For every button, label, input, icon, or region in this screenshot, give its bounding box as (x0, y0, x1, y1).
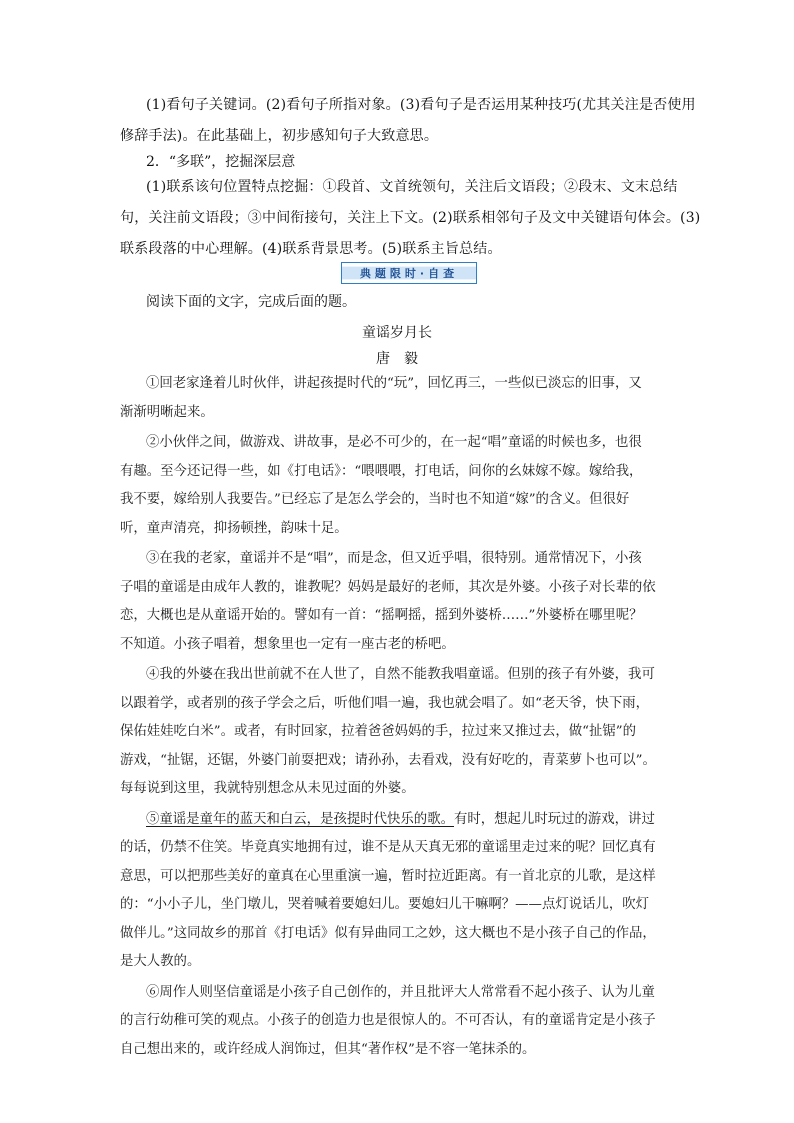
article-line: 的：“小小子儿，坐门墩儿，哭着喊着要媳妇儿。要媳妇儿干嘛啊？——点灯说话儿，吹灯 (120, 897, 650, 912)
section-banner-label: 典题限时·自查 (341, 262, 477, 284)
article-paragraph-3 (120, 545, 680, 659)
article-paragraph-1 (120, 370, 680, 427)
article-line: 自己想出来的，或许经成人润饰过，但其“著作权”是不容一笔抹杀的。 (120, 1041, 536, 1057)
article-line: 恋，大概也是从童谣开始的。譬如有一首：“摇啊摇，摇到外婆桥……”外婆桥在哪里呢？ (120, 608, 643, 623)
article-line: 不知道。小孩子唱着，想象里也一定有一座古老的桥吧。 (120, 636, 455, 652)
article-line: 游戏，“扯锯，还锯，外婆门前耍把戏；请孙孙，去看戏，没有好吃的，青菜萝卜也可以”。 (120, 752, 656, 768)
method-p1-line: 修辞手法)。在此基础上，初步感知句子大致意思。 (120, 128, 439, 144)
article-line: 听，童声清亮，抑扬顿挫，韵味十足。 (120, 520, 348, 536)
reading-instruction: 阅读下面的文字，完成后面的题。 (146, 294, 356, 310)
article-line: 做伴儿。”这同故乡的那首《打电话》似有异曲同工之妙，这大概也不是小孩子自己的作品， (120, 925, 656, 941)
article-line: ③在我的老家，童谣并不是“唱”，而是念，但又近乎唱，很特别。通常情况下，小孩 (146, 551, 642, 566)
article-paragraph-6 (120, 979, 680, 1065)
article-paragraph-4 (120, 661, 680, 804)
article-line: 我不要，嫁给别人我要告。”已经忘了是怎么学会的，当时也不知道“嫁”的含义。但很好 (120, 492, 630, 507)
article-line: ②小伙伴之间，做游戏、讲故事，是必不可少的，在一起“唱”童谣的时候也多，也很 (146, 435, 642, 450)
method-p2-line: 句，关注前文语段；③中间衔接句，关注上下文。(2)联系相邻句子及文中关键语句体会。(3) (120, 210, 701, 226)
article-line: 每每说到这里，我就特别想念从未见过面的外婆。 (120, 781, 415, 796)
method-p2-line: 联系段落的中心理解。(4)联系背景思考。(5)联系主旨总结。 (120, 241, 502, 257)
article-line: 的话，仍禁不住笑。毕竟真实地拥有过，谁不是从天真无邪的童谣里走过来的呢？回忆真有 (120, 840, 656, 855)
section-subheading: 2．“多联”，挖掘深层意 (146, 154, 296, 170)
article-line: ⑥周作人则坚信童谣是小孩子自己创作的，并且批评大人常常看不起小孩子、认为儿童 (146, 984, 655, 1000)
method-paragraph-2 (120, 172, 701, 265)
article-line: 意思，可以把那些美好的童真在心里重演一遍，暂时拉近距离。有一首北京的儿歌，是这样 (120, 868, 656, 884)
article-line: 保佑娃娃吃白米”。或者，有时回家，拉着爸爸妈妈的手，拉过来又推过去，做“扯锯”的 (120, 724, 636, 739)
article-line-rest: 有时，想起儿时玩过的游戏，讲过 (453, 811, 655, 827)
article-title: 童谣岁月长 (362, 325, 432, 341)
article-line: 渐渐明晰起来。 (120, 404, 214, 420)
article-line: 子唱的童谣是由成年人教的，谁教呢？妈妈是最好的老师，其次是外婆。小孩子对长辈的依 (120, 579, 656, 595)
method-p1-line: (1)看句子关键词。(2)看句子所指对象。(3)看句子是否运用某种技巧(尤其关注是否使用 (146, 97, 696, 113)
article-line (120, 806, 680, 835)
article-author: 唐 毅 (376, 351, 418, 367)
underlined-key-sentence: ⑤童谣是童年的蓝天和白云，是孩提时代快乐的歌。 (146, 811, 454, 827)
method-p2-line: (1)联系该句位置特点挖掘：①段首、文首统领句，关注后文语段；②段末、文末总结 (146, 179, 678, 195)
article-line: 有趣。至今还记得一些，如《打电话》：“喂喂喂，打电话，问你的幺妹嫁不嫁。嫁给我， (120, 463, 643, 479)
article-body (120, 370, 680, 1064)
method-paragraph-1 (120, 90, 696, 152)
article-line: ①回老家逢着儿时伙伴，讲起孩提时代的“玩”，回忆再三，一些似已淡忘的旧事，又 (146, 376, 642, 391)
article-paragraph-5 (120, 806, 680, 977)
article-paragraph-2 (120, 429, 680, 543)
article-line: 是大人教的。 (120, 954, 201, 969)
article-line: 的言行幼稚可笑的观点。小孩子的创造力也是很惊人的。不可否认，有的童谣肯定是小孩子 (120, 1013, 656, 1028)
article-line: ④我的外婆在我出世前就不在人世了，自然不能教我唱童谣。但别的孩子有外婆，我可 (146, 667, 655, 682)
article-line: 以跟着学，或者别的孩子学会之后，听他们唱一遍，我也就会唱了。如“老天爷，快下雨， (120, 695, 650, 711)
section-banner (341, 262, 477, 284)
